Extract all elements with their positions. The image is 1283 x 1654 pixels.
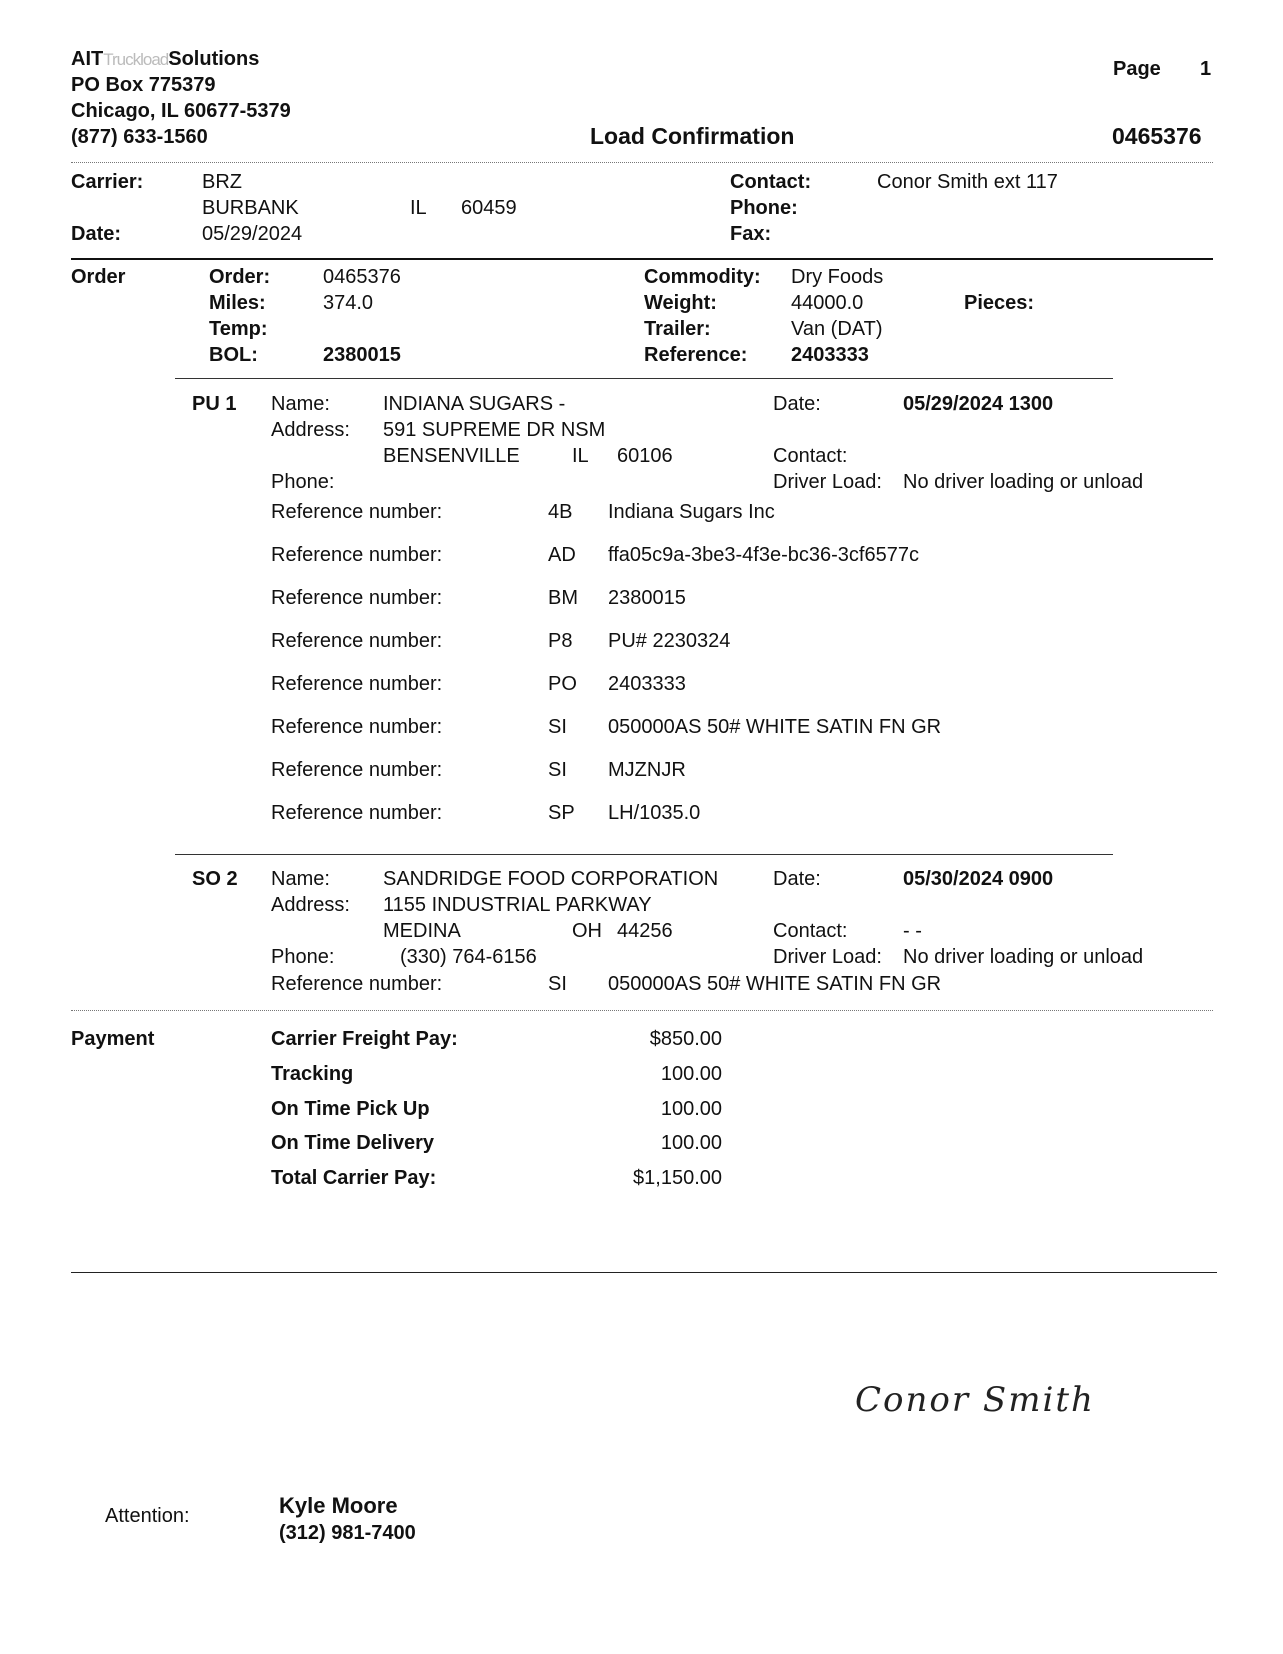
order-label: Order: bbox=[209, 266, 271, 288]
stopoff-name: SANDRIDGE FOOD CORPORATION bbox=[383, 868, 719, 890]
payment-total-amount: $1,150.00 bbox=[633, 1167, 722, 1189]
pickup-driver-load-label: Driver Load: bbox=[773, 471, 882, 493]
divider bbox=[175, 854, 1113, 855]
page-label: Page bbox=[1113, 58, 1161, 80]
reference-value: LH/1035.0 bbox=[608, 802, 701, 824]
reference-code: P8 bbox=[548, 630, 573, 652]
reference-code: 4B bbox=[548, 501, 573, 523]
pickup-name-label: Name: bbox=[271, 393, 330, 415]
pickup-name: INDIANA SUGARS - bbox=[383, 393, 566, 415]
payment-item-amount: $850.00 bbox=[649, 1028, 722, 1050]
payment-item-label: On Time Pick Up bbox=[271, 1098, 430, 1120]
reference-value: 2380015 bbox=[608, 587, 686, 609]
pieces-label: Pieces: bbox=[964, 292, 1035, 314]
pickup-zip: 60106 bbox=[617, 445, 673, 467]
company-name: AITTruckloadSolutions bbox=[71, 48, 260, 70]
commodity-label: Commodity: bbox=[644, 266, 761, 288]
temp-label: Temp: bbox=[209, 318, 268, 340]
contact-label: Contact: bbox=[730, 171, 812, 193]
stopoff-city: MEDINA bbox=[383, 920, 461, 942]
carrier-city: BURBANK bbox=[202, 197, 299, 219]
stopoff-driver-load-label: Driver Load: bbox=[773, 946, 882, 968]
reference-code: SI bbox=[548, 973, 567, 995]
reference-label: Reference number: bbox=[271, 544, 443, 566]
reference-value: 2403333 bbox=[791, 344, 869, 366]
payment-section-label: Payment bbox=[71, 1028, 155, 1050]
stopoff-contact-label: Contact: bbox=[773, 920, 848, 942]
payment-total-label: Total Carrier Pay: bbox=[271, 1167, 437, 1189]
carrier-label: Carrier: bbox=[71, 171, 144, 193]
phone-label: Phone: bbox=[730, 197, 798, 219]
reference-label: Reference: bbox=[644, 344, 748, 366]
company-address-2: Chicago, IL 60677-5379 bbox=[71, 100, 291, 122]
reference-label: Reference number: bbox=[271, 501, 443, 523]
trailer-label: Trailer: bbox=[644, 318, 711, 340]
pickup-phone-label: Phone: bbox=[271, 471, 335, 493]
payment-item-label: Tracking bbox=[271, 1063, 354, 1085]
reference-label: Reference number: bbox=[271, 716, 443, 738]
miles-label: Miles: bbox=[209, 292, 266, 314]
pickup-stop-label: PU 1 bbox=[192, 393, 237, 415]
order-value: 0465376 bbox=[323, 266, 401, 288]
payment-item-label: Carrier Freight Pay: bbox=[271, 1028, 458, 1050]
payment-item-amount: 100.00 bbox=[660, 1132, 722, 1154]
stopoff-phone-label: Phone: bbox=[271, 946, 335, 968]
order-section-label: Order bbox=[71, 266, 126, 288]
reference-value: MJZNJR bbox=[608, 759, 686, 781]
section-divider bbox=[71, 258, 1213, 260]
attention-name: Kyle Moore bbox=[279, 1493, 398, 1518]
pickup-city: BENSENVILLE bbox=[383, 445, 520, 467]
miles-value: 374.0 bbox=[323, 292, 374, 314]
stopoff-driver-load: No driver loading or unload bbox=[903, 946, 1144, 968]
reference-value: 050000AS 50# WHITE SATIN FN GR bbox=[608, 716, 942, 738]
divider bbox=[71, 162, 1213, 163]
carrier-state: IL bbox=[410, 197, 427, 219]
date-label: Date: bbox=[71, 223, 122, 245]
load-number: 0465376 bbox=[1112, 123, 1202, 149]
reference-code: BM bbox=[548, 587, 578, 609]
stopoff-contact: - - bbox=[903, 920, 922, 942]
carrier-name: BRZ bbox=[202, 171, 242, 193]
pickup-address: 591 SUPREME DR NSM bbox=[383, 419, 606, 441]
page-title: Load Confirmation bbox=[590, 123, 795, 149]
reference-value: 2403333 bbox=[608, 673, 686, 695]
attention-phone: (312) 981-7400 bbox=[279, 1522, 416, 1544]
stopoff-date-label: Date: bbox=[773, 868, 821, 890]
weight-value: 44000.0 bbox=[791, 292, 864, 314]
payment-item-amount: 100.00 bbox=[660, 1063, 722, 1085]
pickup-state: IL bbox=[572, 445, 589, 467]
reference-label: Reference number: bbox=[271, 802, 443, 824]
payment-item-amount: 100.00 bbox=[660, 1098, 722, 1120]
pickup-driver-load: No driver loading or unload bbox=[903, 471, 1144, 493]
divider bbox=[175, 378, 1113, 379]
weight-label: Weight: bbox=[644, 292, 717, 314]
reference-code: SI bbox=[548, 759, 567, 781]
bol-label: BOL: bbox=[209, 344, 258, 366]
reference-label: Reference number: bbox=[271, 630, 443, 652]
pickup-address-label: Address: bbox=[271, 419, 350, 441]
company-address-1: PO Box 775379 bbox=[71, 74, 216, 96]
stopoff-zip: 44256 bbox=[617, 920, 673, 942]
fax-label: Fax: bbox=[730, 223, 772, 245]
stopoff-address-label: Address: bbox=[271, 894, 350, 916]
attention-label: Attention: bbox=[105, 1505, 190, 1527]
company-phone: (877) 633-1560 bbox=[71, 126, 208, 148]
reference-label: Reference number: bbox=[271, 973, 443, 995]
stopoff-name-label: Name: bbox=[271, 868, 330, 890]
reference-value: PU# 2230324 bbox=[608, 630, 731, 652]
stopoff-address: 1155 INDUSTRIAL PARKWAY bbox=[383, 894, 652, 916]
commodity-value: Dry Foods bbox=[791, 266, 884, 288]
pickup-date: 05/29/2024 1300 bbox=[903, 393, 1054, 415]
reference-label: Reference number: bbox=[271, 587, 443, 609]
signature: Conor Smith bbox=[855, 1380, 1095, 1420]
pickup-date-label: Date: bbox=[773, 393, 821, 415]
reference-value: ffa05c9a-3be3-4f3e-bc36-3cf6577c bbox=[608, 544, 919, 566]
reference-value: 050000AS 50# WHITE SATIN FN GR bbox=[608, 973, 942, 995]
divider bbox=[71, 1010, 1213, 1011]
trailer-value: Van (DAT) bbox=[791, 318, 883, 340]
stopoff-phone: (330) 764-6156 bbox=[400, 946, 537, 968]
reference-code: PO bbox=[548, 673, 577, 695]
company-name-faded: Truckload bbox=[103, 50, 169, 69]
reference-code: AD bbox=[548, 544, 576, 566]
carrier-zip: 60459 bbox=[461, 197, 517, 219]
signature-line bbox=[71, 1272, 1217, 1273]
reference-value: Indiana Sugars Inc bbox=[608, 501, 775, 523]
stopoff-date: 05/30/2024 0900 bbox=[903, 868, 1054, 890]
contact-value: Conor Smith ext 117 bbox=[877, 171, 1058, 193]
carrier-date: 05/29/2024 bbox=[202, 223, 303, 245]
reference-label: Reference number: bbox=[271, 673, 443, 695]
payment-item-label: On Time Delivery bbox=[271, 1132, 435, 1154]
stopoff-stop-label: SO 2 bbox=[192, 868, 238, 890]
pickup-contact-label: Contact: bbox=[773, 445, 848, 467]
reference-label: Reference number: bbox=[271, 759, 443, 781]
bol-value: 2380015 bbox=[323, 344, 401, 366]
reference-code: SP bbox=[548, 802, 575, 824]
page-number: 1 bbox=[1200, 58, 1212, 80]
stopoff-state: OH bbox=[572, 920, 602, 942]
reference-code: SI bbox=[548, 716, 567, 738]
